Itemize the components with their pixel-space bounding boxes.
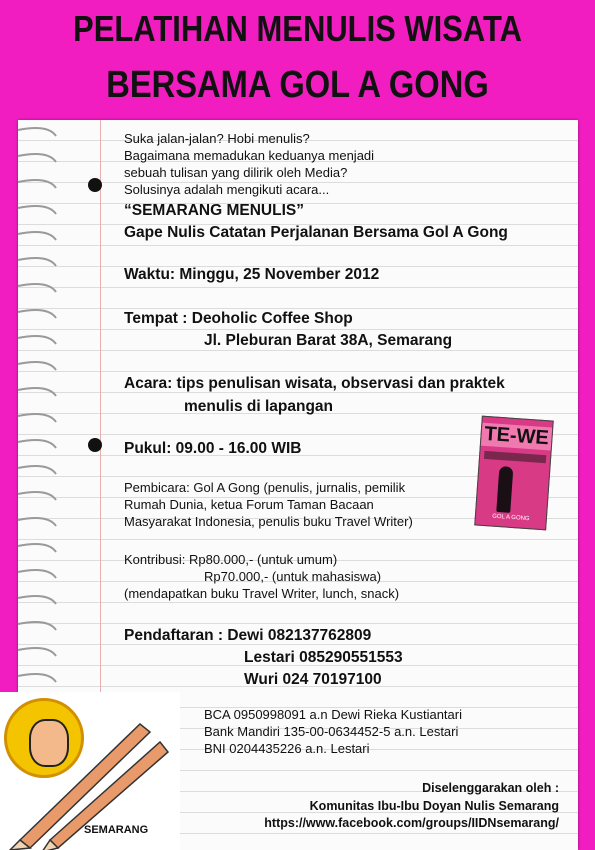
- intro-line: Bagaimana memadukan keduanya menjadi: [124, 148, 375, 163]
- paper-margin-line: [100, 120, 101, 700]
- event-agenda-cont: menulis di lapangan: [184, 398, 333, 415]
- fee-line: Rp70.000,- (untuk mahasiswa): [204, 569, 382, 584]
- person-silhouette-icon: [496, 466, 513, 513]
- intro-line: sebuah tulisan yang dilirik oleh Media?: [124, 165, 348, 180]
- event-address: Jl. Pleburan Barat 38A, Semarang: [204, 332, 453, 349]
- punch-hole: [88, 438, 102, 452]
- book-title: TE-WE: [481, 423, 552, 451]
- poster-title-line-2: BERSAMA GOL A GONG: [106, 64, 489, 106]
- speaker-line: Rumah Dunia, ketua Forum Taman Bacaan: [124, 497, 374, 512]
- book-cover-image: [474, 416, 553, 531]
- bank-account: Bank Mandiri 135-00-0634452-5 a.n. Lestari: [204, 724, 459, 739]
- registration-line: Pendaftaran : Dewi 082137762809: [124, 627, 372, 644]
- fee-line: (mendapatkan buku Travel Writer, lunch, snack): [124, 586, 400, 601]
- speaker-line: Masyarakat Indonesia, penulis buku Travel Writer): [124, 514, 413, 529]
- organizer-name: Komunitas Ibu-Ibu Doyan Nulis Semarang: [309, 799, 559, 813]
- book-author: GOL A GONG: [491, 513, 530, 523]
- logo-caption: SEMARANG: [84, 824, 149, 836]
- speaker-line: Pembicara: Gol A Gong (penulis, jurnalis, pemilik: [124, 480, 406, 495]
- event-name: “SEMARANG MENULIS”: [124, 202, 304, 219]
- registration-line: Lestari 085290551553: [244, 649, 403, 666]
- registration-line: Wuri 024 70197100: [244, 671, 382, 688]
- event-venue: Tempat : Deoholic Coffee Shop: [124, 310, 353, 327]
- organizer-label: Diselenggarakan oleh :: [422, 781, 559, 795]
- punch-hole: [88, 178, 102, 192]
- book-subtitle-bar: [484, 451, 546, 463]
- event-time: Waktu: Minggu, 25 November 2012: [124, 266, 380, 283]
- fee-line: Kontribusi: Rp80.000,- (untuk umum): [124, 552, 338, 567]
- intro-line: Solusinya adalah mengikuti acara...: [124, 182, 330, 197]
- bank-account: BNI 0204435226 a.n. Lestari: [204, 741, 370, 756]
- event-hours: Pukul: 09.00 - 16.00 WIB: [124, 440, 302, 457]
- event-subtitle: Gape Nulis Catatan Perjalanan Bersama Gol A Gong: [124, 224, 508, 241]
- spiral-binding-icon: [0, 120, 70, 780]
- intro-line: Suka jalan-jalan? Hobi menulis?: [124, 131, 310, 146]
- event-agenda: Acara: tips penulisan wisata, observasi dan praktek: [124, 375, 505, 392]
- bank-account: BCA 0950998091 a.n Dewi Rieka Kustiantari: [204, 707, 462, 722]
- organizer-url[interactable]: https://www.facebook.com/groups/IIDNsemarang/: [264, 816, 559, 830]
- poster-title-line-1: PELATIHAN MENULIS WISATA: [73, 8, 522, 49]
